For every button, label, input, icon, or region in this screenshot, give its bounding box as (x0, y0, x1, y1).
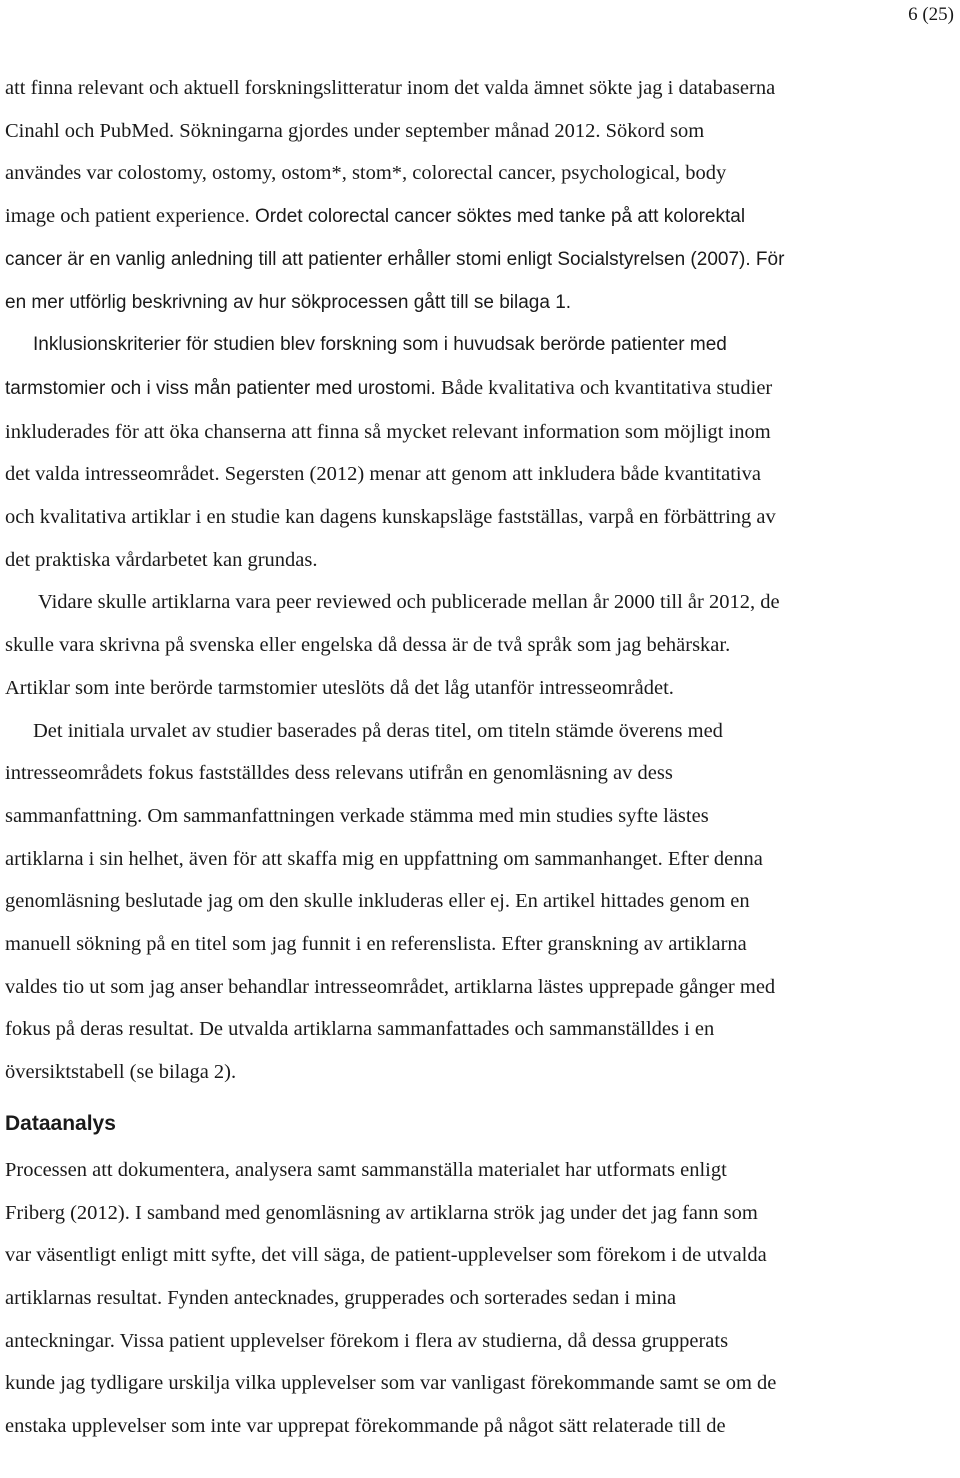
text-segment: Segersten (2012) menar att genom att inkludera både kvantitativa (219, 463, 761, 486)
text-line (5, 195, 953, 239)
text-line: enstaka upplevelser som inte var upprepat förekommande på något sätt relaterade till de (5, 1415, 726, 1438)
text-line: Cinahl och PubMed. Sökningarna gjordes under september månad 2012. Sökord som (5, 119, 705, 142)
text-line: sammanfattning. Om sammanfattningen verkade stämma med min studies syfte lästes (5, 804, 709, 827)
text-line: fokus på deras resultat. De utvalda artiklarna sammanfattades och sammanställdes i en (5, 1018, 715, 1041)
text-line: valdes tio ut som jag anser behandlar intresseområdet, artiklarna lästes upprepade gånger med (5, 975, 776, 998)
text-segment: tarmstomier och i viss mån patienter med urostomi. (5, 377, 436, 399)
text-line: anteckningar. Vissa patient upplevelser förekom i flera av studierna, då dessa grupperats (5, 1329, 729, 1352)
text-line: Friberg (2012). I samband med genomläsning av artiklarna strök jag under det jag fann som (5, 1201, 758, 1224)
text-segment: image och patient experience. (5, 205, 250, 228)
text-line: Artiklar som inte berörde tarmstomier uteslöts då det låg utanför intresseområdet. (5, 676, 674, 699)
text-segment: Både kvalitativa och kvantitativa studier (435, 376, 773, 399)
text-line: artiklarna i sin helhet, även för att skaffa mig en uppfattning om sammanhanget. Efter denna (5, 847, 763, 870)
text-line (5, 367, 953, 411)
paragraph-search-strategy (5, 67, 953, 324)
text-line: kunde jag tydligare urskilja vilka upplevelser som var vanligast förekommande samt se om de (5, 1372, 777, 1395)
text-line: översiktstabell (se bilaga 2). (5, 1061, 237, 1084)
paragraph-publication-criteria (5, 581, 953, 709)
document-body (5, 67, 953, 1448)
text-segment: det valda intresseområdet. (5, 463, 220, 486)
page-number: 6 (25) (908, 4, 954, 25)
text-line: användes var colostomy, ostomy, ostom*, stom*, colorectal cancer, psychological, body (5, 162, 727, 185)
text-line: Processen att dokumentera, analysera samt sammanställa materialet har utformats enligt (5, 1158, 727, 1181)
text-line (5, 453, 953, 496)
text-line: Vidare skulle artiklarna vara peer reviewed och publicerade mellan år 2000 till år 2012, de (38, 591, 780, 614)
paragraph-data-analysis (5, 1149, 953, 1448)
text-segment: Ordet colorectal cancer söktes med tanke på att kolorektal (249, 206, 746, 228)
text-line: skulle vara skrivna på svenska eller engelska då dessa är de två språk som jag behärskar. (5, 634, 731, 657)
text-line: det praktiska vårdarbetet kan grundas. (5, 548, 318, 571)
text-line: inkluderades för att öka chanserna att finna så mycket relevant information som möjligt inom (5, 420, 771, 443)
paragraph-inclusion-criteria (5, 324, 953, 581)
text-line: en mer utförlig beskrivning av hur sökprocessen gått till se bilaga 1. (5, 291, 572, 313)
text-line: manuell sökning på en titel som jag funnit i en referenslista. Efter granskning av artiklarna (5, 933, 747, 956)
text-line: cancer är en vanlig anledning till att patienter erhåller stomi enligt Socialstyrelsen (2007). För (5, 248, 785, 270)
section-heading: Dataanalys (5, 1111, 116, 1135)
text-line: var väsentligt enligt mitt syfte, det vill säga, de patient-upplevelser som förekom i de utvalda (5, 1244, 767, 1267)
text-line: Inklusionskriterier för studien blev forskning som i huvudsak berörde patienter med (33, 334, 727, 356)
text-line: och kvalitativa artiklar i en studie kan dagens kunskapsläge fastställas, varpå en förbättring av (5, 506, 776, 529)
text-line: genomläsning beslutade jag om den skulle inkluderas eller ej. En artikel hittades genom en (5, 890, 750, 913)
paragraph-initial-selection (5, 710, 953, 1094)
text-line: att finna relevant och aktuell forskningslitteratur inom det valda ämnet sökte jag i databaserna (5, 77, 776, 99)
text-line: Det initiala urvalet av studier baserades på deras titel, om titeln stämde överens med (33, 719, 723, 742)
text-line: intresseområdets fokus fastställdes dess relevans utifrån en genomläsning av dess (5, 762, 673, 785)
text-line: artiklarnas resultat. Fynden antecknades, grupperades och sorterades sedan i mina (5, 1286, 677, 1309)
